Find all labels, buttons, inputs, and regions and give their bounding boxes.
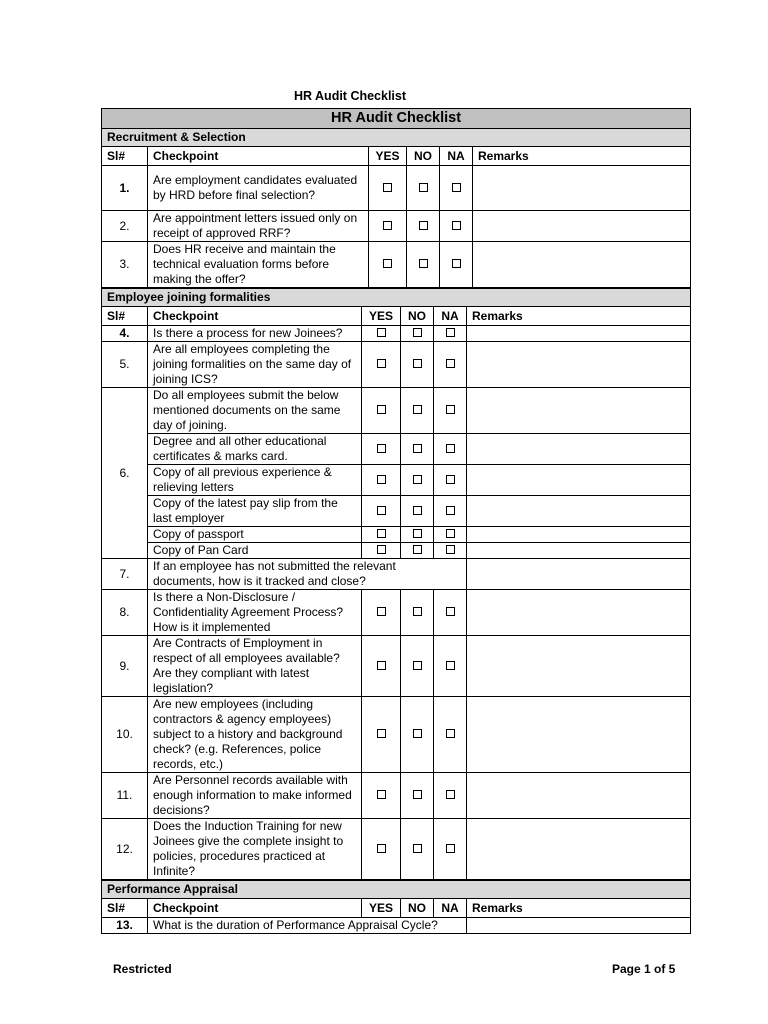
remarks-cell[interactable]	[467, 773, 691, 819]
column-header-row	[102, 307, 691, 326]
checkbox-icon[interactable]	[377, 506, 386, 515]
checkbox-icon[interactable]	[413, 506, 422, 515]
row-checkpoint: What is the duration of Performance Appraisal Cycle?	[148, 918, 467, 934]
yes-cell[interactable]	[369, 166, 407, 211]
row-checkpoint: Do all employees submit the below mentioned documents on the same day of joining.	[148, 388, 362, 434]
row-number: 3.	[102, 242, 148, 288]
col-header-yes: YES	[362, 307, 401, 326]
row-number: 1.	[102, 166, 148, 211]
joining-table	[101, 288, 691, 880]
remarks-cell[interactable]	[473, 242, 691, 288]
checkbox-icon[interactable]	[377, 545, 386, 554]
yes-cell[interactable]	[369, 211, 407, 242]
yes-cell[interactable]	[362, 465, 401, 496]
na-cell[interactable]	[434, 636, 467, 697]
no-cell[interactable]	[401, 819, 434, 880]
row-checkpoint: Does the Induction Training for new Joinees give the complete insight to policies, procedures practiced at Infinite?	[148, 819, 362, 880]
checkbox-icon[interactable]	[377, 359, 386, 368]
checkbox-icon[interactable]	[413, 359, 422, 368]
yes-cell[interactable]	[362, 773, 401, 819]
checkbox-icon[interactable]	[413, 529, 422, 538]
row-checkpoint: If an employee has not submitted the relevant documents, how is it tracked and close?	[148, 559, 467, 590]
checkbox-icon[interactable]	[446, 328, 455, 337]
row-checkpoint: Are appointment letters issued only on receipt of approved RRF?	[148, 211, 369, 242]
row-number: 10.	[102, 697, 148, 773]
yes-cell[interactable]	[362, 636, 401, 697]
checkbox-icon[interactable]	[377, 661, 386, 670]
checkbox-icon[interactable]	[446, 545, 455, 554]
checkbox-icon[interactable]	[383, 183, 392, 192]
section-title: Performance Appraisal	[102, 881, 691, 899]
sub-item-row	[102, 527, 691, 543]
row-checkpoint: Are Personnel records available with enough information to make informed decisions?	[148, 773, 362, 819]
row-checkpoint: Are new employees (including contractors & agency employees) subject to a history and background check? (e.g. References, police records, etc.)	[148, 697, 362, 773]
checkbox-icon[interactable]	[377, 729, 386, 738]
checkbox-icon[interactable]	[377, 328, 386, 337]
row-number: 7.	[102, 559, 148, 590]
table-row	[102, 590, 691, 636]
remarks-cell[interactable]	[467, 559, 691, 590]
checkbox-icon[interactable]	[413, 328, 422, 337]
checkbox-icon[interactable]	[377, 405, 386, 414]
na-cell[interactable]	[434, 496, 467, 527]
col-header-sl: Sl#	[102, 307, 148, 326]
table-row	[102, 388, 691, 434]
na-cell[interactable]	[440, 242, 473, 288]
checkbox-icon[interactable]	[446, 529, 455, 538]
table-row	[102, 342, 691, 388]
checkbox-icon[interactable]	[377, 444, 386, 453]
yes-cell[interactable]	[362, 543, 401, 559]
row-number: 8.	[102, 590, 148, 636]
col-header-na: NA	[434, 307, 467, 326]
checkbox-icon[interactable]	[383, 221, 392, 230]
yes-cell[interactable]	[362, 527, 401, 543]
no-cell[interactable]	[407, 242, 440, 288]
no-cell[interactable]	[401, 388, 434, 434]
checkbox-icon[interactable]	[419, 183, 428, 192]
checkbox-icon[interactable]	[446, 506, 455, 515]
na-cell[interactable]	[434, 697, 467, 773]
no-cell[interactable]	[407, 166, 440, 211]
no-cell[interactable]	[401, 326, 434, 342]
checkbox-icon[interactable]	[377, 475, 386, 484]
row-number: 13.	[102, 918, 148, 934]
checkbox-icon[interactable]	[446, 661, 455, 670]
col-header-na: NA	[434, 899, 467, 918]
table-row	[102, 773, 691, 819]
checkbox-icon[interactable]	[446, 405, 455, 414]
na-cell[interactable]	[440, 166, 473, 211]
sub-item-text: Copy of the latest pay slip from the last employer	[148, 496, 362, 527]
remarks-cell[interactable]	[467, 388, 691, 434]
checkbox-icon[interactable]	[419, 259, 428, 268]
yes-cell[interactable]	[369, 242, 407, 288]
row-number: 6.	[102, 388, 148, 559]
sub-item-row	[102, 543, 691, 559]
col-header-sl: Sl#	[102, 147, 148, 166]
no-cell[interactable]	[401, 636, 434, 697]
row-checkpoint: Are employment candidates evaluated by HRD before final selection?	[148, 166, 369, 211]
row-number: 5.	[102, 342, 148, 388]
na-cell[interactable]	[434, 773, 467, 819]
col-header-no: NO	[407, 147, 440, 166]
section-title: Employee joining formalities	[102, 289, 691, 307]
checkbox-icon[interactable]	[446, 359, 455, 368]
col-header-na: NA	[440, 147, 473, 166]
checkbox-icon[interactable]	[413, 790, 422, 799]
column-header-row	[102, 147, 691, 166]
table-row	[102, 242, 691, 288]
remarks-cell[interactable]	[467, 527, 691, 543]
checkbox-icon[interactable]	[446, 475, 455, 484]
checkbox-icon[interactable]	[383, 259, 392, 268]
remarks-cell[interactable]	[467, 697, 691, 773]
remarks-cell[interactable]	[467, 465, 691, 496]
remarks-cell[interactable]	[467, 819, 691, 880]
no-cell[interactable]	[401, 543, 434, 559]
no-cell[interactable]	[401, 434, 434, 465]
no-cell[interactable]	[407, 211, 440, 242]
row-checkpoint: Are all employees completing the joining formalities on the same day of joining ICS?	[148, 342, 362, 388]
remarks-cell[interactable]	[473, 211, 691, 242]
no-cell[interactable]	[401, 527, 434, 543]
no-cell[interactable]	[401, 773, 434, 819]
no-cell[interactable]	[401, 342, 434, 388]
col-header-yes: YES	[362, 899, 401, 918]
sub-item-text: Copy of Pan Card	[148, 543, 362, 559]
col-header-checkpoint: Checkpoint	[148, 307, 362, 326]
checkbox-icon[interactable]	[413, 729, 422, 738]
yes-cell[interactable]	[362, 388, 401, 434]
yes-cell[interactable]	[362, 697, 401, 773]
row-number: 4.	[102, 326, 148, 342]
document-heading: HR Audit Checklist	[293, 89, 407, 103]
na-cell[interactable]	[434, 326, 467, 342]
checkbox-icon[interactable]	[377, 529, 386, 538]
footer-page-number: Page 1 of 5	[612, 962, 676, 976]
col-header-sl: Sl#	[102, 899, 148, 918]
col-header-remarks: Remarks	[467, 899, 691, 918]
checkbox-icon[interactable]	[452, 259, 461, 268]
na-cell[interactable]	[434, 465, 467, 496]
checklist-sheet	[101, 108, 690, 934]
row-checkpoint: Is there a process for new Joinees?	[148, 326, 362, 342]
na-cell[interactable]	[434, 527, 467, 543]
checkbox-icon[interactable]	[413, 545, 422, 554]
checkbox-icon[interactable]	[446, 844, 455, 853]
checkbox-icon[interactable]	[446, 729, 455, 738]
no-cell[interactable]	[401, 697, 434, 773]
no-cell[interactable]	[401, 590, 434, 636]
footer-classification: Restricted	[113, 962, 172, 976]
checkbox-icon[interactable]	[413, 661, 422, 670]
yes-cell[interactable]	[362, 819, 401, 880]
na-cell[interactable]	[440, 211, 473, 242]
remarks-cell[interactable]	[467, 326, 691, 342]
remarks-cell[interactable]	[467, 543, 691, 559]
col-header-checkpoint: Checkpoint	[148, 899, 362, 918]
remarks-cell[interactable]	[467, 590, 691, 636]
row-number: 2.	[102, 211, 148, 242]
checkbox-icon[interactable]	[446, 790, 455, 799]
remarks-cell[interactable]	[473, 166, 691, 211]
na-cell[interactable]	[434, 342, 467, 388]
no-cell[interactable]	[401, 465, 434, 496]
row-number: 12.	[102, 819, 148, 880]
yes-cell[interactable]	[362, 590, 401, 636]
checkbox-icon[interactable]	[452, 183, 461, 192]
sub-item-text: Copy of all previous experience & relieving letters	[148, 465, 362, 496]
checkbox-icon[interactable]	[413, 405, 422, 414]
yes-cell[interactable]	[362, 342, 401, 388]
checkbox-icon[interactable]	[446, 444, 455, 453]
col-header-yes: YES	[369, 147, 407, 166]
table-title-row	[102, 109, 691, 129]
section-header-row	[102, 129, 691, 147]
section-header-row	[102, 289, 691, 307]
section-title: Recruitment & Selection	[102, 129, 691, 147]
sub-item-text: Degree and all other educational certificates & marks card.	[148, 434, 362, 465]
table-row	[102, 559, 691, 590]
na-cell[interactable]	[434, 388, 467, 434]
remarks-cell[interactable]	[467, 496, 691, 527]
na-cell[interactable]	[434, 543, 467, 559]
checkbox-icon[interactable]	[452, 221, 461, 230]
recruitment-table	[101, 108, 691, 288]
row-checkpoint: Does HR receive and maintain the technical evaluation forms before making the offer?	[148, 242, 369, 288]
sub-item-row	[102, 434, 691, 465]
sub-item-row	[102, 465, 691, 496]
col-header-remarks: Remarks	[467, 307, 691, 326]
row-number: 9.	[102, 636, 148, 697]
na-cell[interactable]	[434, 819, 467, 880]
na-cell[interactable]	[434, 590, 467, 636]
remarks-cell[interactable]	[467, 434, 691, 465]
remarks-cell[interactable]	[467, 918, 691, 934]
remarks-cell[interactable]	[467, 636, 691, 697]
remarks-cell[interactable]	[467, 342, 691, 388]
yes-cell[interactable]	[362, 326, 401, 342]
table-row	[102, 636, 691, 697]
checkbox-icon[interactable]	[377, 607, 386, 616]
table-row	[102, 211, 691, 242]
table-title: HR Audit Checklist	[102, 109, 691, 129]
checkbox-icon[interactable]	[419, 221, 428, 230]
section-header-row	[102, 881, 691, 899]
no-cell[interactable]	[401, 496, 434, 527]
table-row	[102, 166, 691, 211]
checkbox-icon[interactable]	[413, 844, 422, 853]
checkbox-icon[interactable]	[377, 844, 386, 853]
yes-cell[interactable]	[362, 496, 401, 527]
sub-item-text: Copy of passport	[148, 527, 362, 543]
checkbox-icon[interactable]	[413, 444, 422, 453]
col-header-checkpoint: Checkpoint	[148, 147, 369, 166]
table-row	[102, 918, 691, 934]
col-header-no: NO	[401, 899, 434, 918]
row-number: 11.	[102, 773, 148, 819]
appraisal-table	[101, 880, 691, 934]
col-header-remarks: Remarks	[473, 147, 691, 166]
checkbox-icon[interactable]	[446, 607, 455, 616]
na-cell[interactable]	[434, 434, 467, 465]
checkbox-icon[interactable]	[413, 475, 422, 484]
table-row	[102, 819, 691, 880]
table-row	[102, 326, 691, 342]
sub-item-row	[102, 496, 691, 527]
col-header-no: NO	[401, 307, 434, 326]
row-checkpoint: Is there a Non-Disclosure / Confidentiality Agreement Process? How is it implemented	[148, 590, 362, 636]
checkbox-icon[interactable]	[377, 790, 386, 799]
row-checkpoint: Are Contracts of Employment in respect of all employees available? Are they compliant with latest legislation?	[148, 636, 362, 697]
yes-cell[interactable]	[362, 434, 401, 465]
table-row	[102, 697, 691, 773]
checkbox-icon[interactable]	[413, 607, 422, 616]
column-header-row	[102, 899, 691, 918]
